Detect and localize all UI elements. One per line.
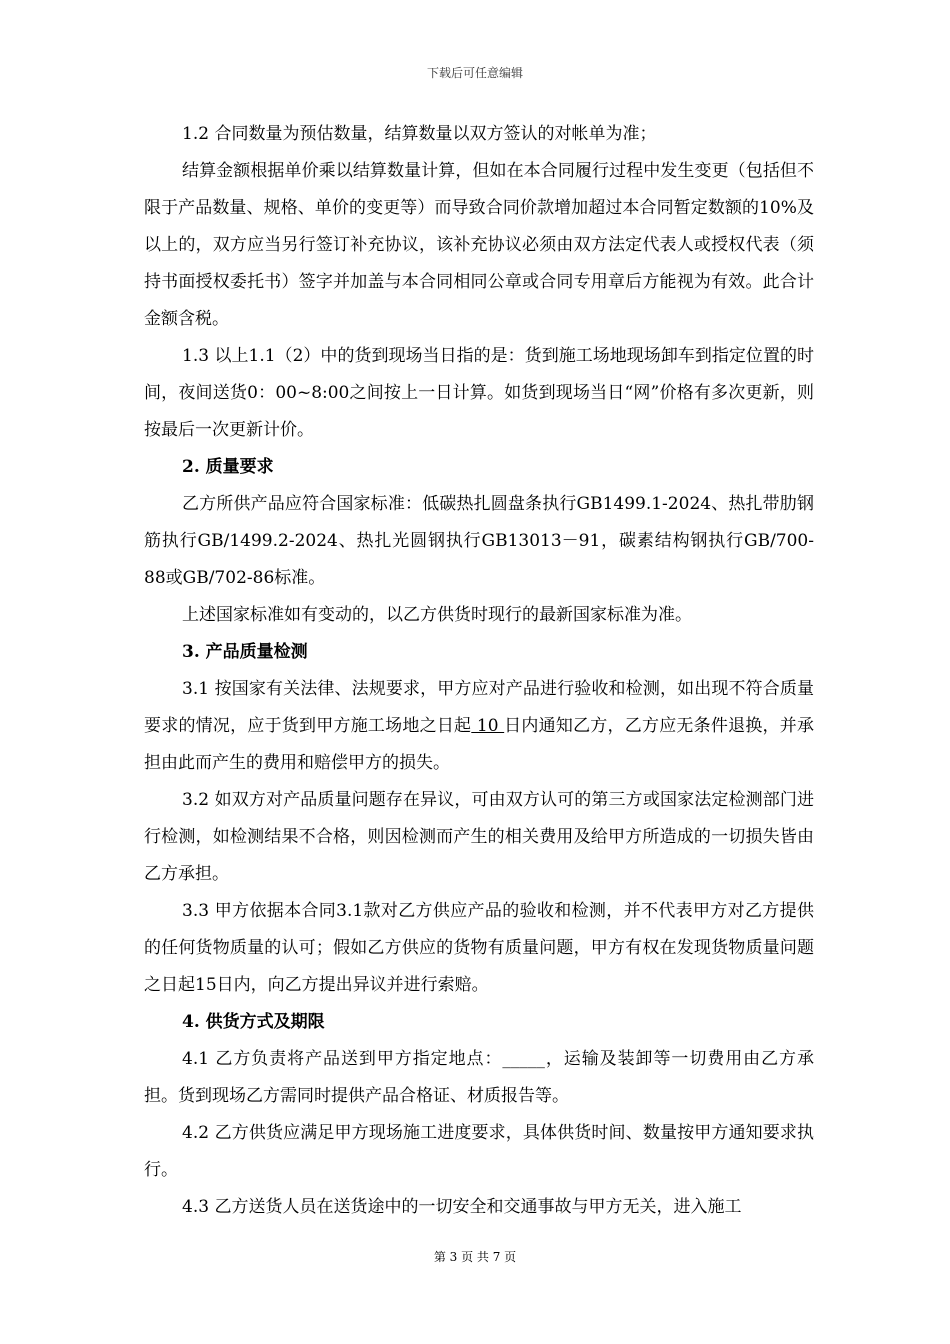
page-header: 下载后可任意编辑 [426,66,523,80]
document-body [144,116,814,1226]
quality-standards-paragraph: 乙方所供产品应符合国家标准：低碳热扎圆盘条执行GB1499.1-2024、热扎带肋钢筋执行GB/1499.2-2024、热扎光圆钢执行GB13013－91，碳素结构钢执行GB/700-88或GB/702-86标准。 [144,494,814,588]
delivery-location-blank: _____ [502,1049,545,1069]
clause-4-1-after: ，运输及装卸等一切费用由乙方承担。货到现场乙方需同时提供产品合格证、材质报告等。 [144,1049,814,1106]
clause-1-3: 1.3 以上1.1（2）中的货到现场当日指的是：货到施工场地现场卸车到指定位置的时间，夜间送货0：00~8:00之间按上一日计算。如货到现场当日“网”价格有多次更新，则按最后一次更新计价。 [144,346,814,440]
clause-1-2: 1.2 合同数量为预估数量，结算数量以双方签认的对帐单为准； [182,124,657,144]
clause-4-1 [144,1041,814,1115]
notice-days-value: 10 [471,716,505,736]
section-heading-supply: 4. 供货方式及期限 [182,1012,325,1032]
section-heading-inspection: 3. 产品质量检测 [182,642,308,662]
page-footer: 第 3 页 共 7 页 [433,1250,517,1264]
clause-3-1-after: 日内通知乙方，乙方应无条件退换，并承担由此而产生的费用和赔偿甲方的损失。 [144,716,814,773]
clause-4-3: 4.3 乙方送货人员在送货途中的一切安全和交通事故与甲方无关，进入施工 [182,1197,742,1217]
clause-4-2: 4.2 乙方供货应满足甲方现场施工进度要求，具体供货时间、数量按甲方通知要求执行。 [144,1123,814,1180]
settlement-amount-paragraph: 结算金额根据单价乘以结算数量计算，但如在本合同履行过程中发生变更（包括但不限于产品数量、规格、单价的变更等）而导致合同价款增加超过本合同暂定数额的10%及以上的，双方应当另行签订补充协议，该补充协议必须由双方法定代表人或授权代表（须持书面授权委托书）签字并加盖与本合同相同公章或合同专用章后方能视为有效。此合计金额含税。 [144,161,814,329]
standard-change-paragraph: 上述国家标准如有变动的，以乙方供货时现行的最新国家标准为准。 [182,605,692,625]
clause-3-2: 3.2 如双方对产品质量问题存在异议，可由双方认可的第三方或国家法定检测部门进行检测，如检测结果不合格，则因检测而产生的相关费用及给甲方所造成的一切损失皆由乙方承担。 [144,790,814,884]
clause-3-3: 3.3 甲方依据本合同3.1款对乙方供应产品的验收和检测，并不代表甲方对乙方提供的任何货物质量的认可；假如乙方供应的货物有质量问题，甲方有权在发现货物质量问题之日起15日内，向乙方提出异议并进行索赔。 [144,901,814,995]
section-heading-quality: 2. 质量要求 [182,457,274,477]
clause-4-1-before: 4.1 乙方负责将产品送到甲方指定地点： [182,1049,503,1069]
clause-3-1 [144,671,814,782]
clause-3-1-before: 3.1 按国家有关法律、法规要求，甲方应对产品进行验收和检测，如出现不符合质量要求的情况，应于货到甲方施工场地之日起 [144,679,814,736]
